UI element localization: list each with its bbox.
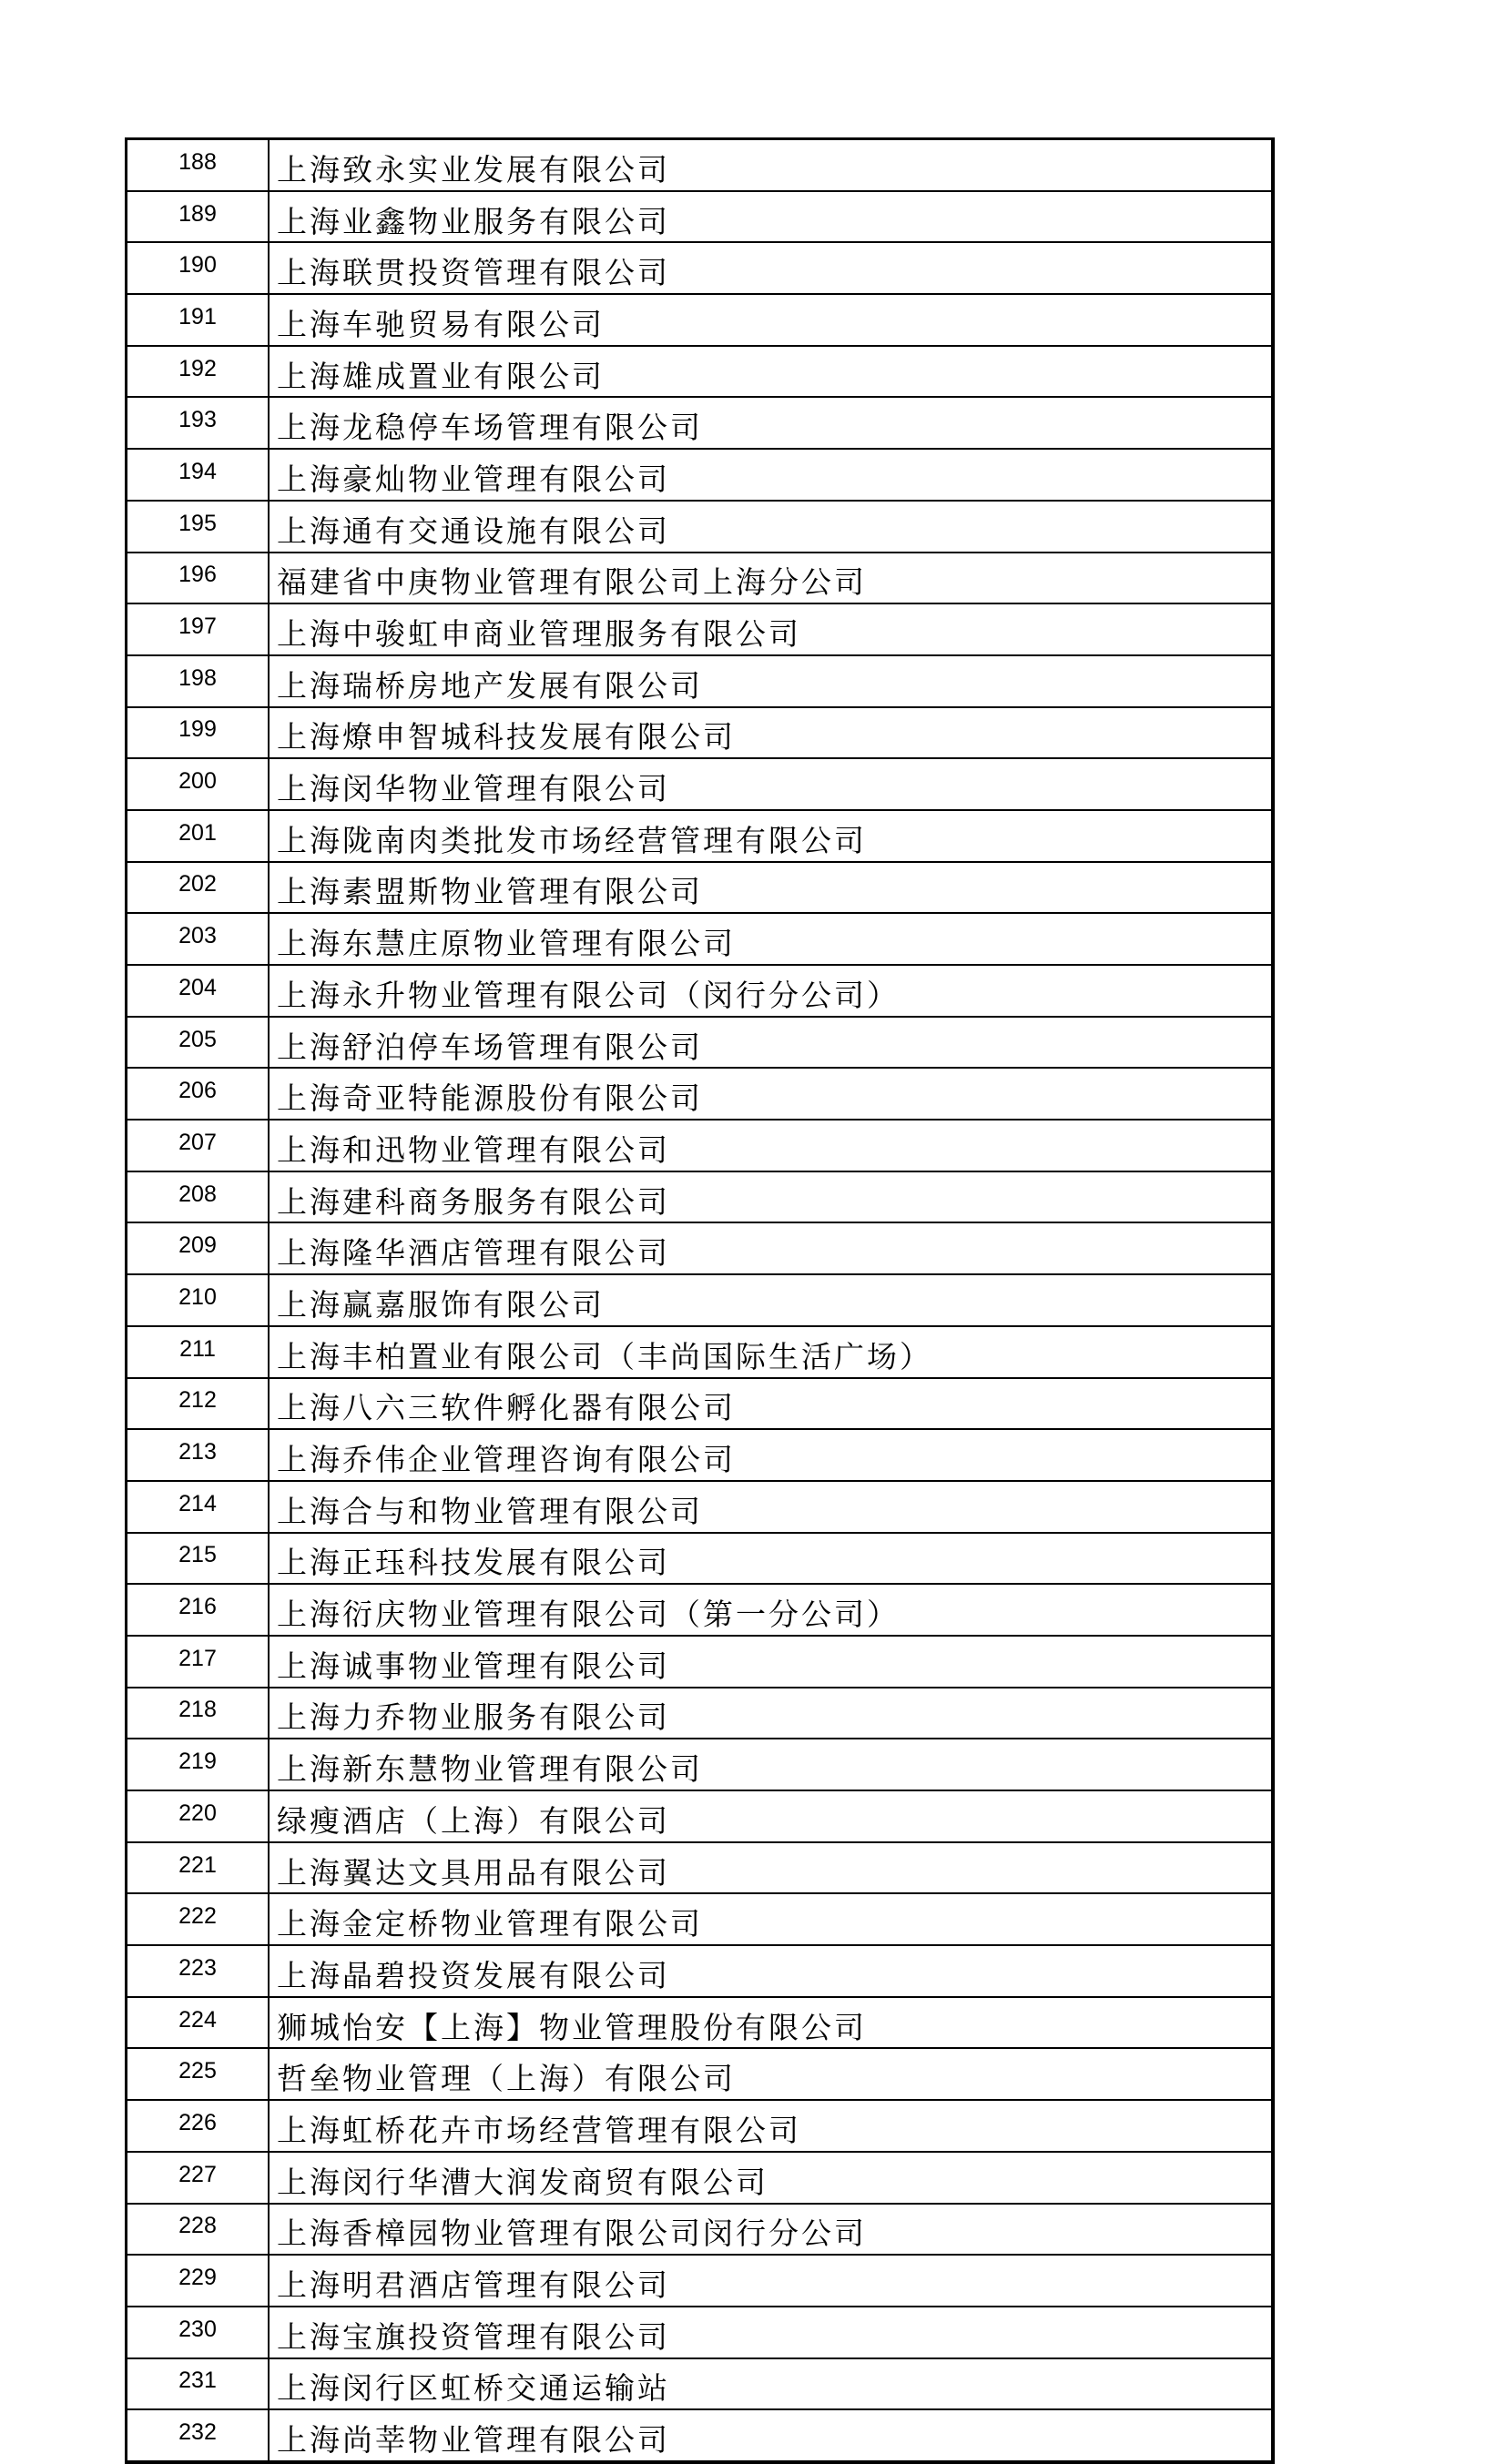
- row-number: 200: [127, 758, 269, 810]
- row-number: 211: [127, 1326, 269, 1378]
- table-row: [127, 1481, 1271, 1533]
- row-number: 224: [127, 1997, 269, 2049]
- row-number: 201: [127, 810, 269, 862]
- company-name: 上海诚事物业管理有限公司: [269, 1636, 1271, 1688]
- company-name: 上海晶碧投资发展有限公司: [269, 1945, 1271, 1997]
- row-number: 221: [127, 1842, 269, 1894]
- table-row: [127, 758, 1271, 810]
- row-number: 217: [127, 1636, 269, 1688]
- row-number: 218: [127, 1688, 269, 1739]
- row-number: 210: [127, 1274, 269, 1326]
- table-row: [127, 449, 1271, 501]
- company-name: 上海通有交通设施有限公司: [269, 501, 1271, 553]
- row-number: 230: [127, 2307, 269, 2358]
- row-number: 196: [127, 553, 269, 604]
- row-number: 223: [127, 1945, 269, 1997]
- company-name: 上海燎申智城科技发展有限公司: [269, 707, 1271, 759]
- row-number: 193: [127, 397, 269, 449]
- company-name: 上海闵华物业管理有限公司: [269, 758, 1271, 810]
- table-row: [127, 1429, 1271, 1481]
- table-row: [127, 1068, 1271, 1120]
- row-number: 226: [127, 2100, 269, 2152]
- company-name: 上海金定桥物业管理有限公司: [269, 1893, 1271, 1945]
- row-number: 204: [127, 965, 269, 1017]
- company-name: 上海八六三软件孵化器有限公司: [269, 1378, 1271, 1430]
- table-row: [127, 1378, 1271, 1430]
- table-row: [127, 2152, 1271, 2204]
- table-row: [127, 1842, 1271, 1894]
- company-name: 上海合与和物业管理有限公司: [269, 1481, 1271, 1533]
- company-name: 上海香樟园物业管理有限公司闵行分公司: [269, 2204, 1271, 2256]
- row-number: 213: [127, 1429, 269, 1481]
- row-number: 222: [127, 1893, 269, 1945]
- company-name: 上海赢嘉服饰有限公司: [269, 1274, 1271, 1326]
- table-row: [127, 1326, 1271, 1378]
- table-row: [127, 913, 1271, 965]
- company-name: 上海宝旗投资管理有限公司: [269, 2307, 1271, 2358]
- row-number: 202: [127, 862, 269, 914]
- table-row: [127, 1790, 1271, 1842]
- row-number: 188: [127, 140, 269, 191]
- company-name: 上海永升物业管理有限公司（闵行分公司）: [269, 965, 1271, 1017]
- row-number: 194: [127, 449, 269, 501]
- company-name: 上海和迅物业管理有限公司: [269, 1120, 1271, 1171]
- table-row: [127, 2048, 1271, 2100]
- table-row: [127, 1636, 1271, 1688]
- company-name: 上海陇南肉类批发市场经营管理有限公司: [269, 810, 1271, 862]
- row-number: 225: [127, 2048, 269, 2100]
- table-row: [127, 242, 1271, 294]
- company-name: 上海奇亚特能源股份有限公司: [269, 1068, 1271, 1120]
- table-row: [127, 501, 1271, 553]
- table-row: [127, 553, 1271, 604]
- table-row: [127, 2358, 1271, 2410]
- table-row: [127, 1274, 1271, 1326]
- company-name: 上海素盟斯物业管理有限公司: [269, 862, 1271, 914]
- company-name: 上海建科商务服务有限公司: [269, 1171, 1271, 1223]
- table-row: [127, 1120, 1271, 1171]
- table-row: [127, 2100, 1271, 2152]
- row-number: 219: [127, 1739, 269, 1790]
- table-row: [127, 2307, 1271, 2358]
- table-row: [127, 965, 1271, 1017]
- table-row: [127, 140, 1271, 191]
- table-row: [127, 2204, 1271, 2256]
- row-number: 229: [127, 2255, 269, 2307]
- company-name: 上海舒泊停车场管理有限公司: [269, 1017, 1271, 1069]
- table-row: [127, 2255, 1271, 2307]
- company-name: 上海隆华酒店管理有限公司: [269, 1222, 1271, 1274]
- company-name: 上海翼达文具用品有限公司: [269, 1842, 1271, 1894]
- company-name: 上海闵行区虹桥交通运输站: [269, 2358, 1271, 2410]
- company-name: 上海虹桥花卉市场经营管理有限公司: [269, 2100, 1271, 2152]
- company-name: 上海致永实业发展有限公司: [269, 140, 1271, 191]
- row-number: 199: [127, 707, 269, 759]
- table-row: [127, 1688, 1271, 1739]
- company-name: 福建省中庚物业管理有限公司上海分公司: [269, 553, 1271, 604]
- table-row: [127, 1739, 1271, 1790]
- company-name: 上海联贯投资管理有限公司: [269, 242, 1271, 294]
- table-row: [127, 191, 1271, 243]
- table-row: [127, 1997, 1271, 2049]
- row-number: 190: [127, 242, 269, 294]
- company-name: 上海瑞桥房地产发展有限公司: [269, 655, 1271, 707]
- company-name: 上海明君酒店管理有限公司: [269, 2255, 1271, 2307]
- table-row: [127, 1584, 1271, 1636]
- row-number: 232: [127, 2409, 269, 2460]
- table-row: [127, 346, 1271, 398]
- company-name: 上海力乔物业服务有限公司: [269, 1688, 1271, 1739]
- table-row: [127, 1017, 1271, 1069]
- row-number: 220: [127, 1790, 269, 1842]
- row-number: 215: [127, 1533, 269, 1585]
- row-number: 216: [127, 1584, 269, 1636]
- row-number: 227: [127, 2152, 269, 2204]
- company-name: 上海新东慧物业管理有限公司: [269, 1739, 1271, 1790]
- company-name: 上海乔伟企业管理咨询有限公司: [269, 1429, 1271, 1481]
- table-row: [127, 2409, 1271, 2460]
- row-number: 203: [127, 913, 269, 965]
- table-row: [127, 294, 1271, 346]
- company-name: 上海中骏虹申商业管理服务有限公司: [269, 603, 1271, 655]
- row-number: 231: [127, 2358, 269, 2410]
- company-list-table: [125, 137, 1275, 2464]
- table-row: [127, 1533, 1271, 1585]
- row-number: 212: [127, 1378, 269, 1430]
- row-number: 191: [127, 294, 269, 346]
- company-name: 上海正珏科技发展有限公司: [269, 1533, 1271, 1585]
- table-body: [127, 140, 1271, 2460]
- row-number: 189: [127, 191, 269, 243]
- company-name: 上海业鑫物业服务有限公司: [269, 191, 1271, 243]
- company-name: 上海尚莘物业管理有限公司: [277, 2422, 670, 2459]
- table-row: [127, 1222, 1271, 1274]
- company-name: 上海衍庆物业管理有限公司（第一分公司）: [269, 1584, 1271, 1636]
- table-row: [127, 397, 1271, 449]
- company-name: 上海丰柏置业有限公司（丰尚国际生活广场）: [269, 1326, 1271, 1378]
- company-name: 上海东慧庄原物业管理有限公司: [269, 913, 1271, 965]
- company-name: 上海雄成置业有限公司: [269, 346, 1271, 398]
- table-row: [127, 1171, 1271, 1223]
- row-number: 197: [127, 603, 269, 655]
- company-name: 绿瘦酒店（上海）有限公司: [269, 1790, 1271, 1842]
- company-name: 上海龙稳停车场管理有限公司: [269, 397, 1271, 449]
- row-number: 192: [127, 346, 269, 398]
- row-number: 206: [127, 1068, 269, 1120]
- table-row: [127, 1945, 1271, 1997]
- table-row: [127, 810, 1271, 862]
- company-name: 上海车驰贸易有限公司: [269, 294, 1271, 346]
- table-row: [127, 1893, 1271, 1945]
- company-name: 哲垒物业管理（上海）有限公司: [269, 2048, 1271, 2100]
- table-row: [127, 603, 1271, 655]
- row-number: 228: [127, 2204, 269, 2256]
- row-number: 209: [127, 1222, 269, 1274]
- row-number: 198: [127, 655, 269, 707]
- table-row: [127, 655, 1271, 707]
- row-number: 205: [127, 1017, 269, 1069]
- table-row: [127, 862, 1271, 914]
- row-number: 208: [127, 1171, 269, 1223]
- row-number: 214: [127, 1481, 269, 1533]
- company-name: 狮城怡安【上海】物业管理股份有限公司: [269, 1997, 1271, 2049]
- row-number: 195: [127, 501, 269, 553]
- table-row: [127, 707, 1271, 759]
- company-table: [127, 140, 1271, 2460]
- company-name: 上海闵行华漕大润发商贸有限公司: [269, 2152, 1271, 2204]
- company-name: 上海豪灿物业管理有限公司: [269, 449, 1271, 501]
- row-number: 207: [127, 1120, 269, 1171]
